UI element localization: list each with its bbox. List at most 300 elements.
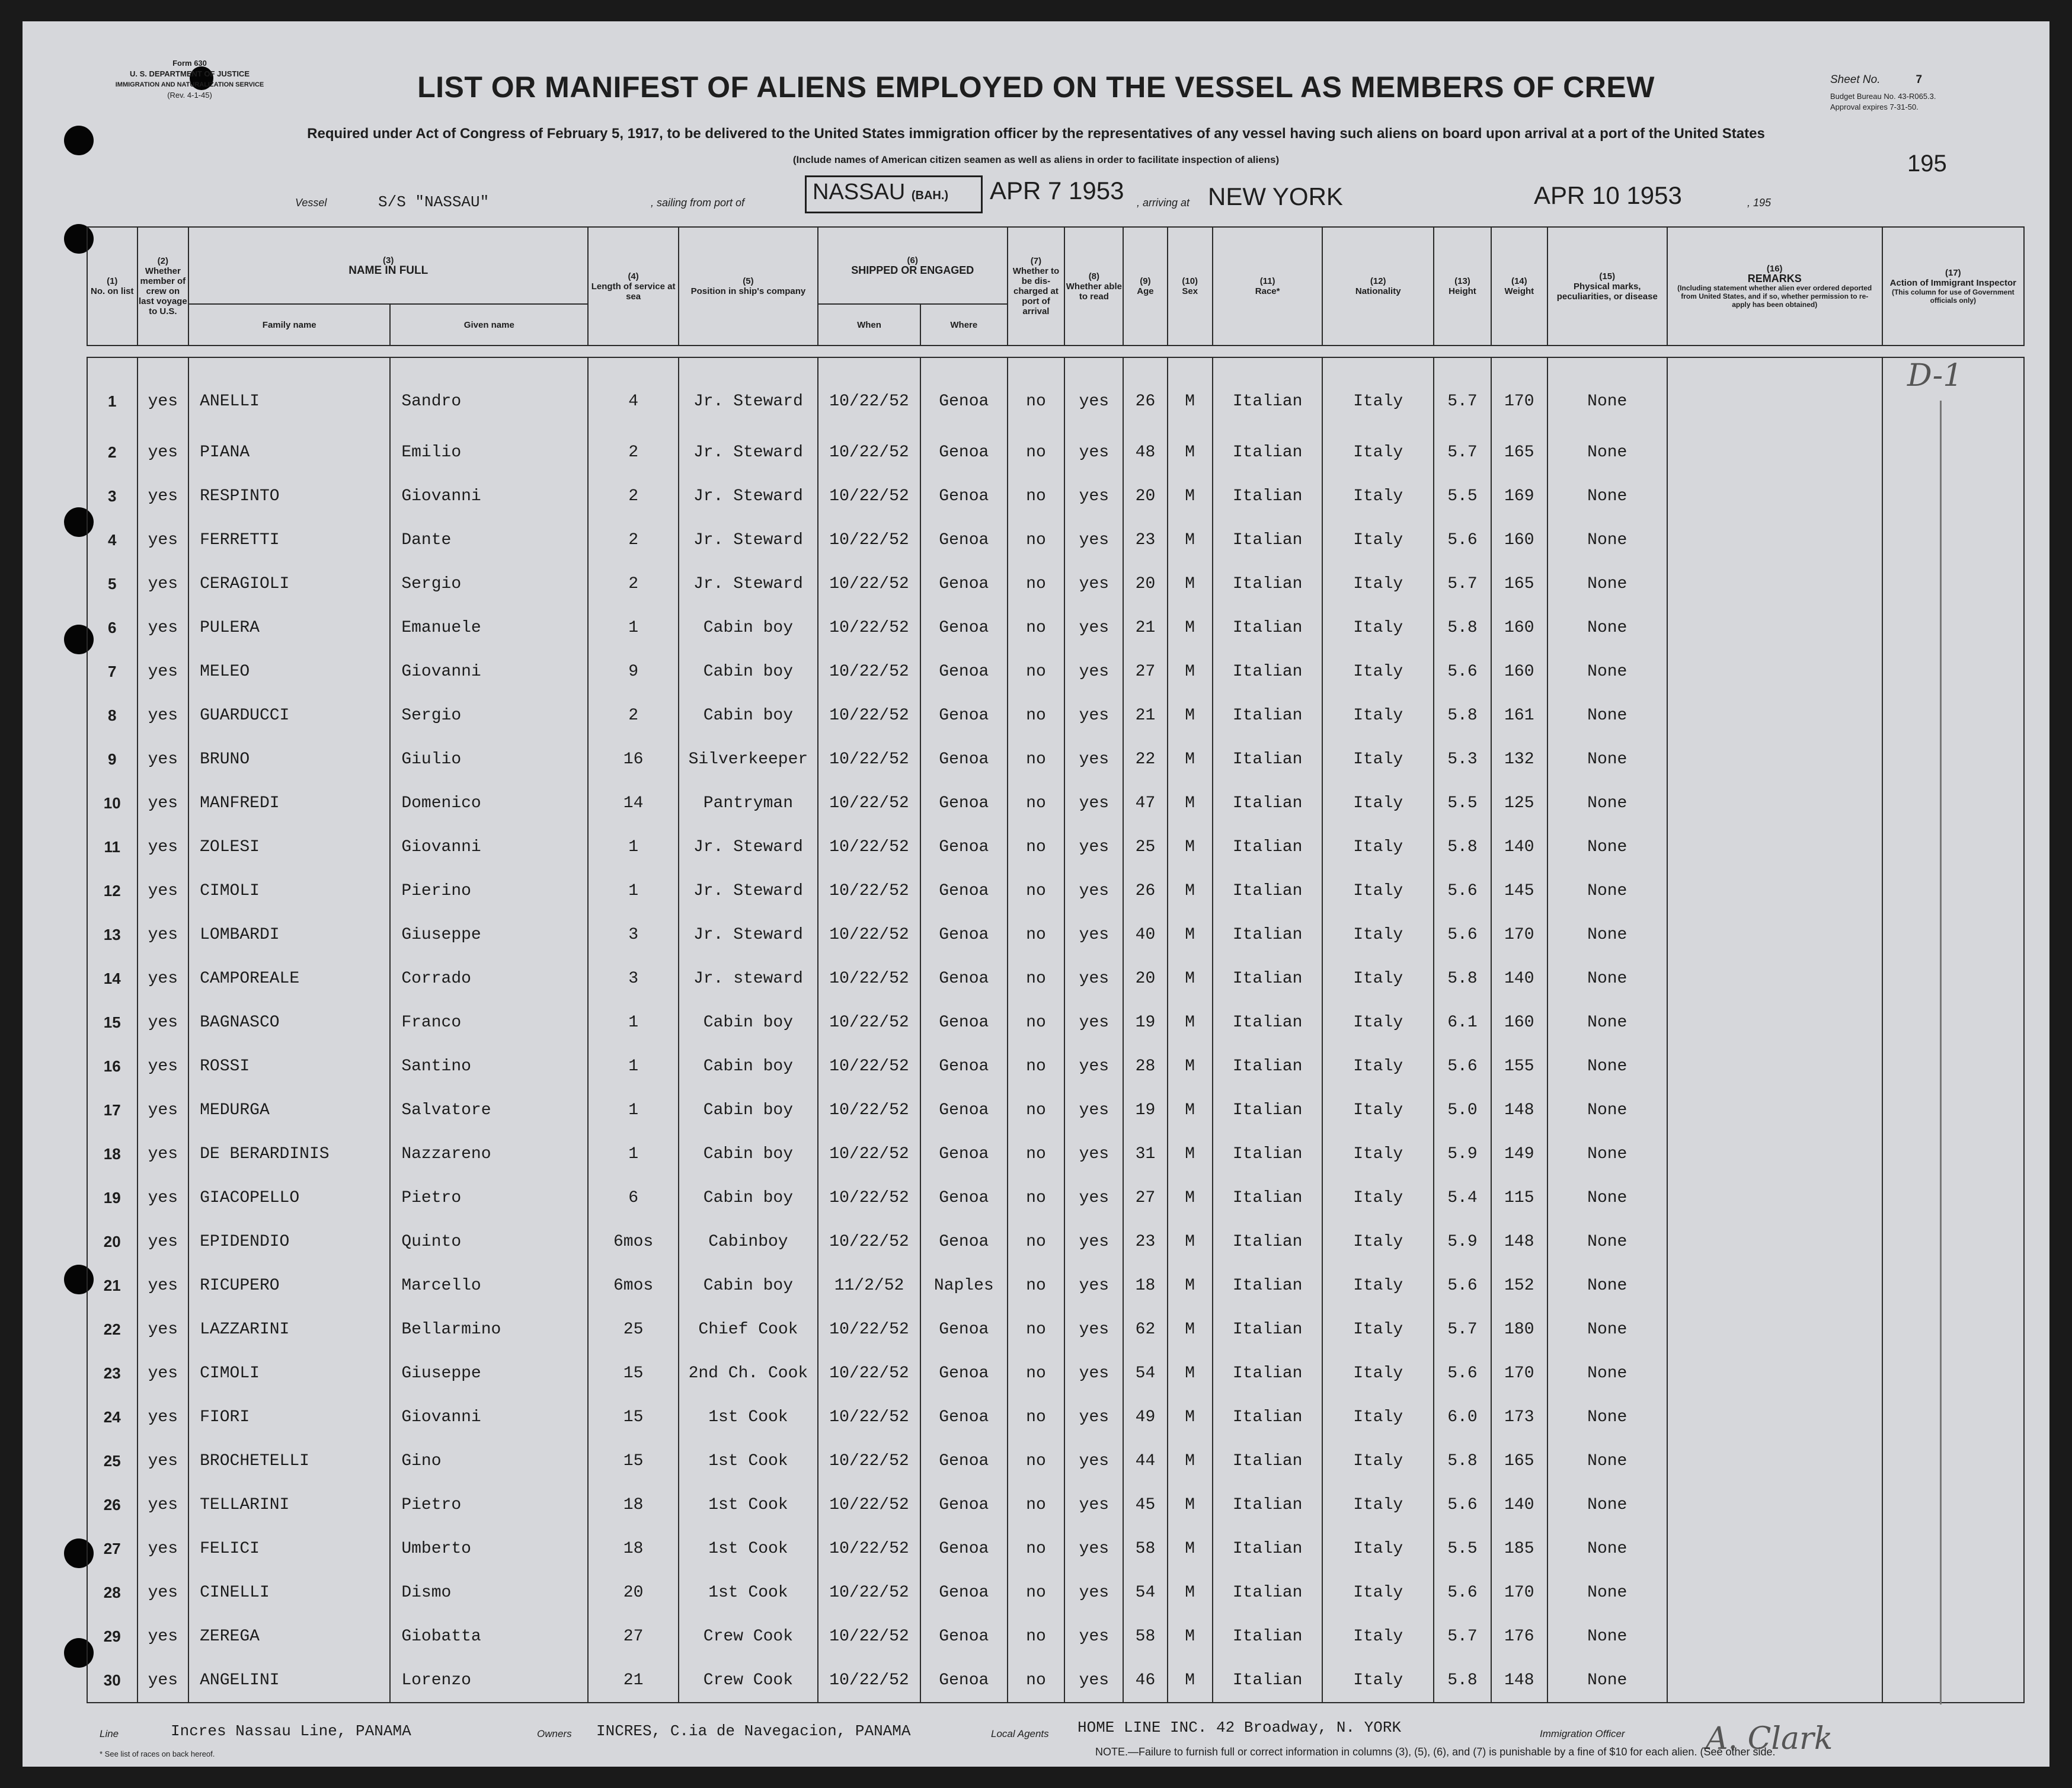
nationality-cell: Italy [1322,1527,1434,1571]
col-name-header: (3) NAME IN FULL [188,227,588,304]
nationality-cell: Italy [1322,474,1434,518]
table-row [87,518,2024,562]
given-name-cell: Sandro [390,357,588,430]
crew-last-voyage-cell: yes [138,1176,189,1220]
physical-marks-cell: None [1547,1307,1667,1351]
service-length-cell: 20 [588,1571,679,1614]
age-cell: 20 [1123,474,1167,518]
discharged-cell: no [1008,430,1065,474]
family-name-cell: MEDURGA [188,1088,390,1132]
table-row [87,562,2024,606]
discharged-cell: no [1008,913,1065,957]
service-length-cell: 2 [588,474,679,518]
physical-marks-cell: None [1547,518,1667,562]
row-number-cell: 24 [87,1395,138,1439]
weight-cell: 169 [1491,474,1547,518]
height-cell: 5.6 [1434,518,1491,562]
nationality-cell: Italy [1322,357,1434,430]
physical-marks-cell: None [1547,1658,1667,1703]
height-cell: 5.6 [1434,1264,1491,1307]
service-length-cell: 1 [588,1132,679,1176]
shipped-date-cell: 10/22/52 [818,1351,920,1395]
given-name-cell: Santino [390,1044,588,1088]
weight-cell: 145 [1491,869,1547,913]
weight-cell: 173 [1491,1395,1547,1439]
remarks-cell [1667,1658,1882,1703]
col-nationality-header: (12) Nationality [1322,227,1434,346]
race-cell: Italian [1213,1264,1323,1307]
family-name-cell: EPIDENDIO [188,1220,390,1264]
remarks-cell [1667,357,1882,430]
height-cell: 5.9 [1434,1132,1491,1176]
position-cell: Chief Cook [679,1307,818,1351]
race-cell: Italian [1213,1571,1323,1614]
able-to-read-cell: yes [1064,430,1123,474]
race-cell: Italian [1213,1527,1323,1571]
family-name-cell: MANFREDI [188,781,390,825]
row-number-cell: 21 [87,1264,138,1307]
physical-marks-cell: None [1547,1176,1667,1220]
shipped-port-cell: Genoa [920,1658,1007,1703]
physical-marks-cell: None [1547,606,1667,650]
race-cell: Italian [1213,1658,1323,1703]
year-suffix: , 195 [1747,197,1772,209]
able-to-read-cell: yes [1064,1439,1123,1483]
physical-marks-cell: None [1547,825,1667,869]
sheet-label: Sheet No. [1830,73,1881,86]
shipped-port-cell: Genoa [920,1176,1007,1220]
height-cell: 5.7 [1434,430,1491,474]
inspector-action-cell [1882,869,2024,913]
crew-last-voyage-cell: yes [138,693,189,737]
age-cell: 40 [1123,913,1167,957]
table-row [87,825,2024,869]
family-name-cell: MELEO [188,650,390,693]
service-length-cell: 16 [588,737,679,781]
age-cell: 58 [1123,1614,1167,1658]
weight-cell: 170 [1491,357,1547,430]
approval-expiry: Approval expires 7-31-50. [1830,103,1918,111]
sex-cell: M [1168,1264,1213,1307]
nationality-cell: Italy [1322,650,1434,693]
physical-marks-cell: None [1547,1483,1667,1527]
nationality-cell: Italy [1322,957,1434,1000]
crew-last-voyage-cell: yes [138,1483,189,1527]
row-number-cell: 1 [87,357,138,430]
discharged-cell: no [1008,825,1065,869]
service-length-cell: 3 [588,957,679,1000]
service-length-cell: 6 [588,1176,679,1220]
height-cell: 5.4 [1434,1176,1491,1220]
inspector-action-cell [1882,474,2024,518]
inspector-action-cell [1882,1483,2024,1527]
crew-last-voyage-cell: yes [138,1351,189,1395]
race-cell: Italian [1213,1220,1323,1264]
physical-marks-cell: None [1547,357,1667,430]
age-cell: 19 [1123,1088,1167,1132]
row-number-cell: 19 [87,1176,138,1220]
race-cell: Italian [1213,1351,1323,1395]
position-cell: Silverkeeper [679,737,818,781]
row-number-cell: 18 [87,1132,138,1176]
family-name-cell: BROCHETELLI [188,1439,390,1483]
nationality-cell: Italy [1322,1439,1434,1483]
age-cell: 28 [1123,1044,1167,1088]
age-cell: 54 [1123,1351,1167,1395]
service-length-cell: 4 [588,357,679,430]
inspector-mark: D-1 [1907,358,1963,394]
vessel-name: S/S "NASSAU" [378,193,490,211]
physical-marks-cell: None [1547,562,1667,606]
nationality-cell: Italy [1322,1044,1434,1088]
remarks-cell [1667,1351,1882,1395]
inspector-action-cell [1882,1088,2024,1132]
page-title: LIST OR MANIFEST OF ALIENS EMPLOYED ON THE VESSEL AS MEMBERS OF CREW [417,71,1655,104]
sex-cell: M [1168,1351,1213,1395]
col-discharged-header: (7) Whether to be dis-charged at port of arrival [1008,227,1065,346]
inspector-action-cell [1882,913,2024,957]
height-cell: 5.8 [1434,825,1491,869]
family-name-cell: BRUNO [188,737,390,781]
race-cell: Italian [1213,562,1323,606]
sheet-value: 7 [1916,73,1923,86]
family-name-cell: CAMPOREALE [188,957,390,1000]
crew-last-voyage-cell: yes [138,1000,189,1044]
height-cell: 5.8 [1434,957,1491,1000]
weight-cell: 125 [1491,781,1547,825]
shipped-port-cell: Genoa [920,1044,1007,1088]
given-name-cell: Franco [390,1000,588,1044]
sex-cell: M [1168,1220,1213,1264]
able-to-read-cell: yes [1064,1483,1123,1527]
crew-last-voyage-cell: yes [138,913,189,957]
crew-last-voyage-cell: yes [138,1132,189,1176]
position-cell: Cabin boy [679,1044,818,1088]
inspector-action-cell [1882,1395,2024,1439]
sex-cell: M [1168,1132,1213,1176]
sex-cell: M [1168,1571,1213,1614]
able-to-read-cell: yes [1064,781,1123,825]
crew-last-voyage-cell: yes [138,474,189,518]
table-row [87,1439,2024,1483]
shipped-port-cell: Genoa [920,1307,1007,1351]
page-number: 195 [1907,151,1947,177]
table-row [87,1132,2024,1176]
nationality-cell: Italy [1322,518,1434,562]
age-cell: 31 [1123,1132,1167,1176]
family-name-cell: ZEREGA [188,1614,390,1658]
officer-label: Immigration Officer [1540,1728,1625,1739]
row-number-cell: 3 [87,474,138,518]
discharged-cell: no [1008,781,1065,825]
remarks-cell [1667,781,1882,825]
position-cell: Jr. Steward [679,562,818,606]
position-cell: Cabinboy [679,1220,818,1264]
height-cell: 5.6 [1434,1483,1491,1527]
able-to-read-cell: yes [1064,1220,1123,1264]
remarks-cell [1667,606,1882,650]
shipped-port-cell: Genoa [920,1220,1007,1264]
table-row [87,957,2024,1000]
given-name-cell: Giobatta [390,1614,588,1658]
service-length-cell: 18 [588,1527,679,1571]
race-cell: Italian [1213,781,1323,825]
col-last-voyage-header: (2) Whether member of crew on last voyage to U.S. [138,227,189,346]
race-cell: Italian [1213,1176,1323,1220]
sex-cell: M [1168,913,1213,957]
crew-last-voyage-cell: yes [138,606,189,650]
discharged-cell: no [1008,474,1065,518]
nationality-cell: Italy [1322,1614,1434,1658]
col-where-header: Where [920,304,1007,346]
shipped-date-cell: 10/22/52 [818,693,920,737]
service: IMMIGRATION AND NATURALIZATION SERVICE [115,81,264,88]
weight-cell: 160 [1491,650,1547,693]
row-number-cell: 16 [87,1044,138,1088]
sex-cell: M [1168,1527,1213,1571]
sex-cell: M [1168,781,1213,825]
row-number-cell: 6 [87,606,138,650]
height-cell: 5.6 [1434,913,1491,957]
shipped-port-cell: Genoa [920,869,1007,913]
race-cell: Italian [1213,650,1323,693]
given-name-cell: Pietro [390,1483,588,1527]
height-cell: 6.1 [1434,1000,1491,1044]
crew-last-voyage-cell: yes [138,825,189,869]
table-row [87,430,2024,474]
age-cell: 26 [1123,357,1167,430]
remarks-cell [1667,737,1882,781]
inspector-action-cell [1882,1351,2024,1395]
height-cell: 5.7 [1434,1307,1491,1351]
table-row [87,869,2024,913]
service-length-cell: 2 [588,430,679,474]
service-length-cell: 3 [588,913,679,957]
inspector-action-cell [1882,430,2024,474]
physical-marks-cell: None [1547,430,1667,474]
sex-cell: M [1168,650,1213,693]
col-when-header: When [818,304,920,346]
crew-last-voyage-cell: yes [138,1614,189,1658]
inspector-action-cell [1882,781,2024,825]
weight-cell: 160 [1491,606,1547,650]
col-given-name-header: Given name [390,304,588,346]
owners-value: INCRES, C.ia de Navegacion, PANAMA [596,1722,911,1740]
table-row [87,1044,2024,1088]
inspector-action-cell [1882,1220,2024,1264]
able-to-read-cell: yes [1064,1264,1123,1307]
physical-marks-cell: None [1547,1527,1667,1571]
race-cell: Italian [1213,1395,1323,1439]
physical-marks-cell: None [1547,1264,1667,1307]
crew-last-voyage-cell: yes [138,737,189,781]
discharged-cell: no [1008,1176,1065,1220]
position-cell: Cabin boy [679,693,818,737]
row-number-cell: 22 [87,1307,138,1351]
nationality-cell: Italy [1322,1307,1434,1351]
table-row [87,693,2024,737]
height-cell: 5.8 [1434,693,1491,737]
family-name-cell: BAGNASCO [188,1000,390,1044]
crew-last-voyage-cell: yes [138,869,189,913]
family-name-cell: FELICI [188,1527,390,1571]
height-cell: 5.6 [1434,869,1491,913]
family-name-cell: LOMBARDI [188,913,390,957]
table-row [87,1658,2024,1703]
weight-cell: 165 [1491,1439,1547,1483]
departure-port: NASSAU [813,180,906,204]
shipped-date-cell: 10/22/52 [818,1571,920,1614]
shipped-port-cell: Genoa [920,737,1007,781]
given-name-cell: Salvatore [390,1088,588,1132]
given-name-cell: Giovanni [390,650,588,693]
age-cell: 58 [1123,1527,1167,1571]
nationality-cell: Italy [1322,562,1434,606]
arriving-label: , arriving at [1137,197,1190,209]
sex-cell: M [1168,1307,1213,1351]
discharged-cell: no [1008,518,1065,562]
position-cell: Jr. Steward [679,474,818,518]
height-cell: 5.8 [1434,1439,1491,1483]
row-number-cell: 25 [87,1439,138,1483]
discharged-cell: no [1008,957,1065,1000]
shipped-port-cell: Genoa [920,518,1007,562]
race-cell: Italian [1213,430,1323,474]
service-length-cell: 9 [588,650,679,693]
shipped-date-cell: 10/22/52 [818,474,920,518]
position-cell: Cabin boy [679,606,818,650]
crew-last-voyage-cell: yes [138,650,189,693]
discharged-cell: no [1008,1307,1065,1351]
nationality-cell: Italy [1322,913,1434,957]
inspector-action-cell [1882,1264,2024,1307]
given-name-cell: Emanuele [390,606,588,650]
given-name-cell: Dante [390,518,588,562]
shipped-date-cell: 10/22/52 [818,1176,920,1220]
shipped-port-cell: Genoa [920,562,1007,606]
sex-cell: M [1168,518,1213,562]
position-cell: Jr. Steward [679,357,818,430]
subtitle: Required under Act of Congress of February 5, 1917, to be delivered to the United States immigration officer by the representatives of any vessel having such aliens on board upon arrival at a port of the United States [307,126,1765,142]
inspector-action-cell [1882,1176,2024,1220]
inspector-action-cell [1882,1527,2024,1571]
row-number-cell: 10 [87,781,138,825]
able-to-read-cell: yes [1064,1176,1123,1220]
physical-marks-cell: None [1547,1571,1667,1614]
position-cell: Jr. Steward [679,518,818,562]
inspector-action-cell [1882,1307,2024,1351]
inspector-action-cell [1882,1000,2024,1044]
weight-cell: 140 [1491,957,1547,1000]
service-length-cell: 2 [588,518,679,562]
service-length-cell: 6mos [588,1264,679,1307]
race-cell: Italian [1213,1614,1323,1658]
given-name-cell: Quinto [390,1220,588,1264]
table-row [87,1088,2024,1132]
shipped-port-cell: Genoa [920,1614,1007,1658]
line-value: Incres Nassau Line, PANAMA [171,1722,411,1740]
row-number-cell: 29 [87,1614,138,1658]
shipped-date-cell: 11/2/52 [818,1264,920,1307]
table-row [87,1351,2024,1395]
service-length-cell: 2 [588,693,679,737]
weight-cell: 176 [1491,1614,1547,1658]
given-name-cell: Umberto [390,1527,588,1571]
form-number: Form 630 [172,59,207,68]
weight-cell: 152 [1491,1264,1547,1307]
col-age-header: (9) Age [1123,227,1167,346]
sex-cell: M [1168,1176,1213,1220]
weight-cell: 165 [1491,430,1547,474]
age-cell: 23 [1123,1220,1167,1264]
weight-cell: 140 [1491,1483,1547,1527]
family-name-cell: GUARDUCCI [188,693,390,737]
table-row [87,1307,2024,1351]
inspector-action-cell [1882,518,2024,562]
remarks-cell [1667,693,1882,737]
col-remarks-header: (16) REMARKS (Including statement whether alien ever ordered deported from United States, and if so, whether permission to re-apply has been obtained) [1667,227,1882,346]
position-cell: Jr. Steward [679,869,818,913]
shipped-date-cell: 10/22/52 [818,562,920,606]
family-name-cell: FIORI [188,1395,390,1439]
sex-cell: M [1168,1395,1213,1439]
weight-cell: 161 [1491,693,1547,737]
col-read-header: (8) Whether able to read [1064,227,1123,346]
row-number-cell: 20 [87,1220,138,1264]
able-to-read-cell: yes [1064,1527,1123,1571]
able-to-read-cell: yes [1064,1044,1123,1088]
weight-cell: 185 [1491,1527,1547,1571]
nationality-cell: Italy [1322,1264,1434,1307]
remarks-cell [1667,1132,1882,1176]
table-row [87,913,2024,957]
remarks-cell [1667,1614,1882,1658]
physical-marks-cell: None [1547,737,1667,781]
age-cell: 47 [1123,781,1167,825]
age-cell: 45 [1123,1483,1167,1527]
remarks-cell [1667,1483,1882,1527]
owners-label: Owners [537,1728,572,1739]
physical-marks-cell: None [1547,1395,1667,1439]
row-number-cell: 23 [87,1351,138,1395]
age-cell: 25 [1123,825,1167,869]
row-number-cell: 12 [87,869,138,913]
able-to-read-cell: yes [1064,825,1123,869]
given-name-cell: Sergio [390,693,588,737]
discharged-cell: no [1008,1351,1065,1395]
sex-cell: M [1168,1044,1213,1088]
sex-cell: M [1168,474,1213,518]
sheet-number [1830,73,1922,87]
row-number-cell: 28 [87,1571,138,1614]
shipped-port-cell: Genoa [920,825,1007,869]
row-number-cell: 2 [87,430,138,474]
family-name-cell: CIMOLI [188,1351,390,1395]
weight-cell: 160 [1491,1000,1547,1044]
table-row [87,781,2024,825]
height-cell: 5.9 [1434,1220,1491,1264]
shipped-date-cell: 10/22/52 [818,1527,920,1571]
remarks-cell [1667,1571,1882,1614]
budget-number: Budget Bureau No. 43-R065.3. [1830,92,1936,101]
sex-cell: M [1168,1614,1213,1658]
sex-cell: M [1168,693,1213,737]
age-cell: 62 [1123,1307,1167,1351]
height-cell: 5.6 [1434,650,1491,693]
physical-marks-cell: None [1547,869,1667,913]
officer-signature: A. Clark [1706,1721,1833,1757]
shipped-port-cell: Genoa [920,650,1007,693]
